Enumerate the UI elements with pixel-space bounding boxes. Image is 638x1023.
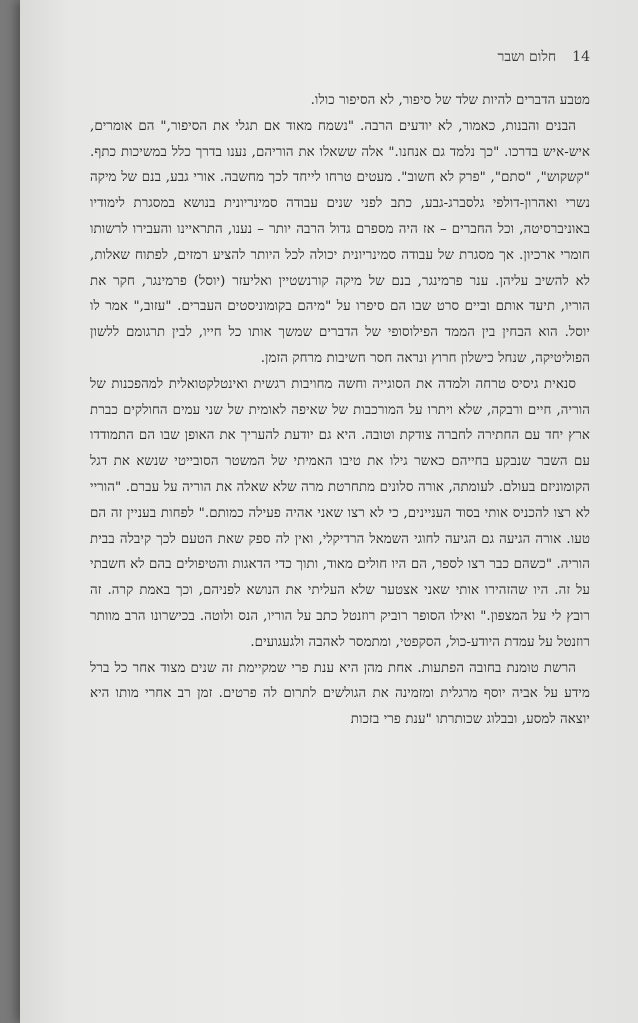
- paragraph: הרשת טומנת בחובה הפתעות. אחת מהן היא ענת פרי שמקיימת זה שנים מצוד אחר כל ברל מידע על אביה יוסף מרגלית ומזמינה את הגולשים לתרום לה פרטים. זמן רב אחרי מותו היא יוצאה למסע, ובבלוג שכותרתו "ענת פרי בזכות: [90, 660, 590, 728]
- page-number: 14: [572, 49, 590, 65]
- paragraph: סנאית גיסיס טרחה ולמדה את הסוגייה וחשה מחויבות רגשית ואינטלקטואלית למהפכנות של הוריה, חיים ורבקה, שלא ויתרו על המורכבות של שאיפה לאומית של שני עמים החולקים כברת ארץ יחד עם החתירה לחברה צודקת וטובה. היא גם יודעת להעריך את האופן שבו הם התמודדו עם השבר שנבקע בחייהם כאשר גילו את טיבו האמיתי של המשטר הסובייטי שנשא את דגל הקומוניזם בעולם. לעומתה, אורה סלונים מתחרטת מרה שלא שאלה את הוריה על עברם. "הוריי לא רצו להכניס אותי בסוד העניינים, כי לא רצו שאני אהיה פעילה כמותם." לפחות בעניין זה הם טעו. אורה הגיעה גם הגיעה לחוגי השמאל הרדיקלי, ואין לה ספק שאת הטעם לכך קיבלה בבית הוריה. "כשהם כבר רצו לספר, הם היו חולים מאוד, ותוך כדי הדאגות והטיפולים בהם לא חשבתי על זה. היו שהזהירו אותי שאני אצטער שלא העליתי את הנושא לפניהם, וכך באמת קרה. זה רובץ לי על המצפון." ואילו הסופר רוביק רוזנטל כתב על הוריו, הנס ולוטה. בכישרונו הרב מוותר רוזנטל על עמדת היודע-כול, הסקפטי, ומתמסר לאהבה ולגעגועים.: [90, 376, 590, 650]
- running-title: חלום ושבר: [497, 48, 557, 65]
- paragraph: הבנים והבנות, כאמור, לא יודעים הרבה. "נשמח מאוד אם תגלי את הסיפור," הם אומרים, איש-איש בדרכו. "כך נלמד גם אנחנו." אלה ששאלו את הוריהם, נענו בדרך כלל במשיכות כתף. "קשקוש", "סתם", "פרק לא חשוב". מעטים טרחו לייחד לכך מחשבה. אורי גבע, בנם של מיקה נשרי ואהרון-דולפי גלסברג-גבע, כתב לפני שנים עבודה סמינריונית בנושא במסגרת לימודיו באוניברסיטה, וכל החברים – אז היה מספרם גדול הרבה יותר – נענו, התראיינו והעבירו לרשותו חומרי ארכיון. אך מסגרת של עבודה סמינריונית יכולה לכל היותר להציע רמזים, לפתוח שאלות, לא להשיב עליהן. ענר פרמינגר, בנם של מיקה קורנשטיין ואליעזר (יוסל) פרמינגר, חקר את הוריו, תיעד אותם וביים סרט שבו הם סיפרו על "מיהם בקומוניסטים העברים. "עזוב," אמר לו יוסל. הוא הבחין בין הממד הפילוסופי של הדברים שמשך אותו כל חייו, לבין תרגומם ללשון הפוליטיקה, שנחל כישלון חרוץ ונראה חסר חשיבות מרחק הזמן.: [90, 118, 590, 366]
- paragraph: מטבע הדברים להיות שלד של סיפור, לא הסיפור כולו.: [310, 93, 590, 108]
- page-header: [80, 45, 590, 69]
- book-page: [20, 0, 638, 1023]
- body-text: [90, 88, 590, 733]
